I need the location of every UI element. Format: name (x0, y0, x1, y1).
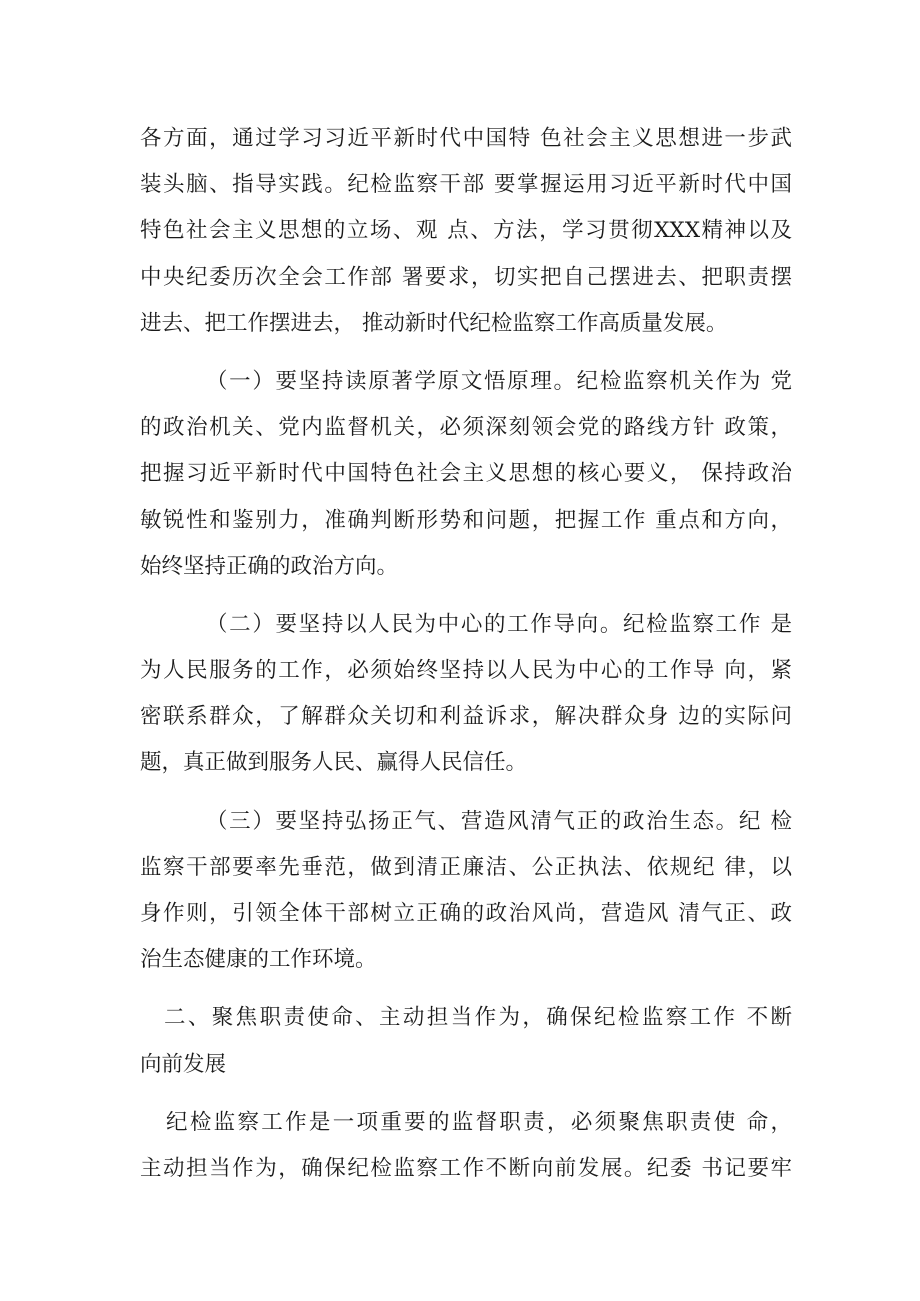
paragraph-spacer (140, 1088, 792, 1100)
text-line: （三）要坚持弘扬正气、营造风清气正的政治生态。纪 检 (206, 808, 792, 834)
text-line: 中央纪委历次全会工作部 署要求，切实把自己摆进去、把职责摆 (140, 264, 792, 290)
text-line: （一）要坚持读原著学原文悟原理。纪检监察机关作为 党 (206, 368, 792, 394)
document-body (140, 116, 792, 1192)
heading-line: 二、聚焦职责使命、主动担当作为，确保纪检监察工作 不断 (164, 1005, 792, 1031)
text-line: 始终坚持正确的政治方向。 (140, 553, 399, 579)
paragraph-spacer (140, 983, 792, 995)
text-line: 把握习近平新时代中国特色社会主义思想的核心要义， 保持政治 (140, 461, 792, 487)
text-line: （二）要坚持以人民为中心的工作导向。纪检监察工作 是 (206, 611, 792, 637)
text-line: 题，真正做到服务人民、赢得人民信任。 (140, 750, 528, 776)
text-line: 为人民服务的工作，必须始终坚持以人民为中心的工作导 向，紧 (140, 658, 792, 684)
section-heading-2 (140, 995, 792, 1087)
paragraph-item-3 (140, 799, 792, 984)
text-line: 进去、把工作摆进去， 推动新时代纪检监察工作高质量发展。 (140, 310, 728, 336)
text-line: 敏锐性和鉴别力，准确判断形势和问题，把握工作 重点和方向， (140, 507, 792, 533)
paragraph-item-1 (140, 359, 792, 590)
paragraph-intro (140, 116, 792, 347)
text-line: 的政治机关、党内监督机关，必须深刻领会党的路线方针 政策， (140, 415, 792, 441)
text-line: 各方面，通过学习习近平新时代中国特 色社会主义思想进一步武 (140, 126, 792, 151)
paragraph-item-2 (140, 602, 792, 787)
paragraph-spacer (140, 347, 792, 359)
text-line: 密联系群众，了解群众关切和利益诉求，解决群众身 边的实际问 (140, 704, 792, 730)
text-line: 监察干部要率先垂范，做到清正廉洁、公正执法、依规纪 律，以 (140, 854, 792, 880)
heading-line: 向前发展 (140, 1051, 227, 1077)
text-line: 特色社会主义思想的立场、观 点、方法，学习贯彻XXX精神以及 (140, 218, 792, 244)
text-line: 装头脑、指导实践。纪检监察干部 要掌握运用习近平新时代中国 (140, 172, 792, 198)
paragraph-spacer (140, 787, 792, 799)
text-line: 主动担当作为，确保纪检监察工作不断向前发展。纪委 书记要牢 (140, 1155, 792, 1181)
text-line: 治生态健康的工作环境。 (140, 947, 377, 973)
text-line: 纪检监察工作是一项重要的监督职责，必须聚焦职责使 命， (166, 1109, 792, 1135)
paragraph-spacer (140, 590, 792, 602)
text-line: 身作则，引领全体干部树立正确的政治风尚，营造风 清气正、政 (140, 901, 792, 926)
paragraph-section-2-body (140, 1100, 792, 1192)
